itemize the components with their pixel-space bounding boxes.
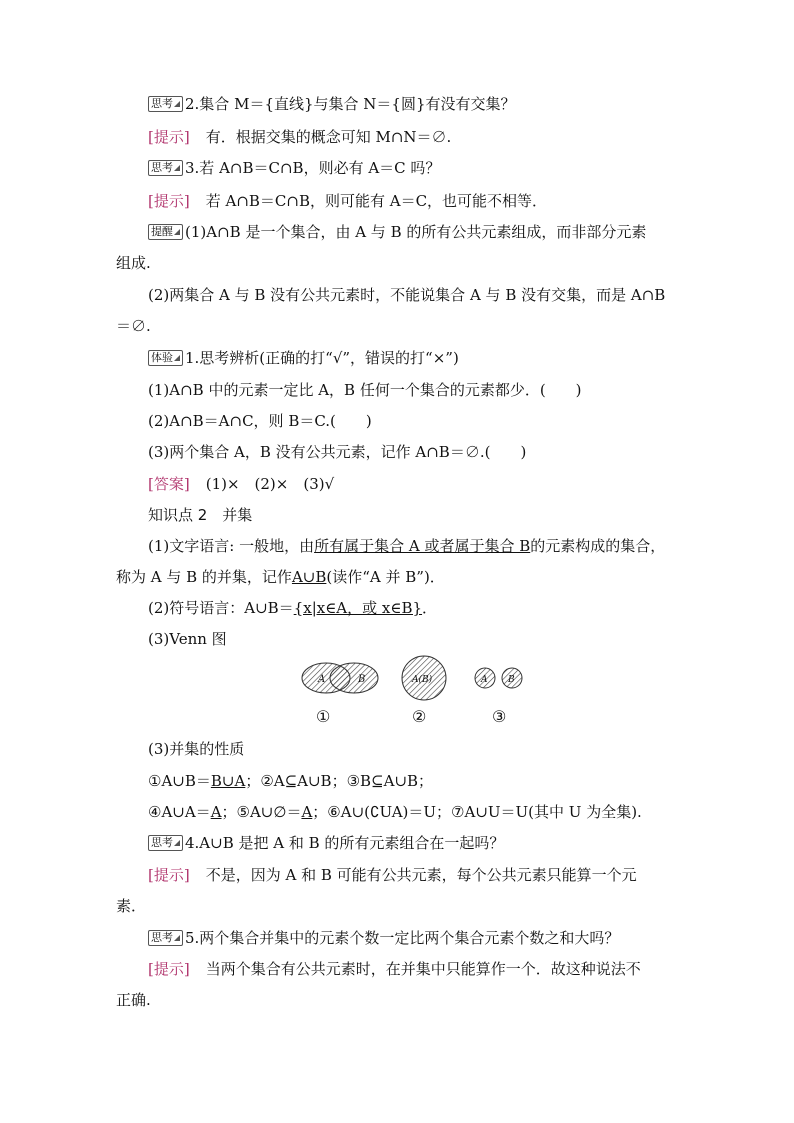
venn-2-label: A(B)	[412, 675, 433, 685]
question-text: 5.两个集合并集中的元素个数一定比两个集合元素个数之和大吗？	[185, 929, 620, 947]
experience-text: 1.思考辨析(正确的打“√”，错误的打“×”)	[185, 349, 459, 367]
question-text: 4.A∪B 是把 A 和 B 的所有元素组合在一起吗？	[185, 834, 505, 852]
definition-text: 称为 A 与 B 的并集，记作	[116, 568, 292, 586]
property-underline: A	[301, 803, 313, 821]
quiz-item-2: (2)A∩B＝A∩C，则 B＝C.( )	[148, 412, 372, 430]
remind-text: (1)A∩B 是一个集合，由 A 与 B 的所有公共元素组成，而非部分元素	[185, 223, 647, 241]
think-tag: 思考	[148, 835, 183, 851]
definition-underline: {x|x∈A，或 x∈B}	[293, 599, 423, 617]
venn-label-3: ③	[492, 707, 507, 726]
hint-text: 若 A∩B＝C∩B，则可能有 A＝C，也可能不相等．	[205, 192, 548, 210]
venn-figure-2	[402, 656, 446, 700]
venn-title: (3)Venn 图	[148, 630, 227, 648]
hint-5-cont: 正确.	[116, 991, 151, 1009]
remind-1	[148, 221, 646, 243]
union-properties-1	[148, 770, 433, 792]
experience-tag: 体验	[148, 350, 183, 366]
venn-1-label-b: B	[358, 674, 366, 685]
hint-2	[148, 126, 451, 148]
section-heading: 知识点 2 并集	[148, 506, 253, 524]
remind-2-cont: ＝∅.	[116, 317, 151, 335]
hint-label: [提示]	[148, 192, 190, 210]
hint-text: 有．根据交集的概念可知 M∩N＝∅.	[205, 128, 452, 146]
think-tag: 思考	[148, 96, 183, 112]
think-2-question	[148, 93, 516, 115]
venn-figure-1	[302, 663, 378, 693]
question-text: 2.集合 M＝{直线}与集合 N＝{圆}有没有交集？	[185, 95, 516, 113]
property-text: ；⑥A∪(∁UA)＝U；⑦A∪U＝U(其中 U 为全集).	[312, 803, 642, 821]
hint-5	[148, 958, 641, 980]
union-properties-2	[148, 801, 642, 823]
quiz-item-3: (3)两个集合 A，B 没有公共元素，记作 A∩B＝∅.( )	[148, 443, 527, 461]
definition-underline: 所有属于集合 A 或者属于集合 B	[314, 537, 531, 555]
venn-3-label-a: A	[481, 675, 488, 685]
definition-underline: A∪B	[291, 568, 327, 586]
think-5-question	[148, 927, 619, 949]
venn-1-label-a: A	[318, 674, 326, 685]
remind-2: (2)两集合 A 与 B 没有公共元素时，不能说集合 A 与 B 没有交集，而是 A∩B	[148, 286, 666, 304]
think-3-question	[148, 157, 440, 179]
answer-text: (1)× (2)× (3)√	[205, 475, 335, 493]
venn-label-1: ①	[316, 707, 331, 726]
hint-4	[148, 864, 637, 886]
definition-text-line-2	[116, 566, 445, 588]
property-text: ①A∪B＝	[148, 772, 211, 790]
definition-text: 的元素构成的集合，	[530, 537, 666, 555]
venn-3-label-b: B	[508, 675, 515, 685]
answer-label: [答案]	[148, 475, 190, 493]
property-text: ；②A⊆A∪B；③B⊆A∪B；	[245, 772, 434, 790]
property-underline: B∪A	[210, 772, 246, 790]
property-text: ④A∪A＝	[148, 803, 211, 821]
answer	[148, 473, 334, 495]
think-4-question	[148, 832, 504, 854]
hint-3	[148, 190, 547, 212]
hint-text: 当两个集合有公共元素时，在并集中只能算作一个．故这种说法不	[205, 960, 641, 978]
hint-label: [提示]	[148, 866, 190, 884]
venn-label-2: ②	[412, 707, 427, 726]
experience-1	[148, 347, 459, 369]
definition-text: (2)符号语言：A∪B＝	[148, 599, 294, 617]
definition-symbol	[148, 597, 437, 619]
question-text: 3.若 A∩B＝C∩B，则必有 A＝C 吗？	[185, 159, 441, 177]
property-underline: A	[210, 803, 222, 821]
union-properties-title: (3)并集的性质	[148, 740, 245, 758]
venn-diagram	[296, 654, 536, 702]
property-text: ；⑤A∪∅＝	[221, 803, 302, 821]
hint-4-cont: 素．	[116, 897, 147, 915]
remind-tag: 提醒	[148, 224, 183, 240]
definition-text: (1)文字语言: 一般地，由	[148, 537, 315, 555]
definition-text-line-1	[148, 535, 665, 557]
think-tag: 思考	[148, 160, 183, 176]
hint-label: [提示]	[148, 960, 190, 978]
definition-text: ．	[422, 599, 438, 617]
remind-1-cont: 组成.	[116, 254, 151, 272]
venn-figure-3	[475, 668, 522, 688]
hint-text: 不是，因为 A 和 B 可能有公共元素，每个公共元素只能算一个元	[205, 866, 637, 884]
think-tag: 思考	[148, 930, 183, 946]
definition-text: (读作“A 并 B”)．	[326, 568, 445, 586]
quiz-item-1: (1)A∩B 中的元素一定比 A，B 任何一个集合的元素都少．( )	[148, 381, 582, 399]
hint-label: [提示]	[148, 128, 190, 146]
